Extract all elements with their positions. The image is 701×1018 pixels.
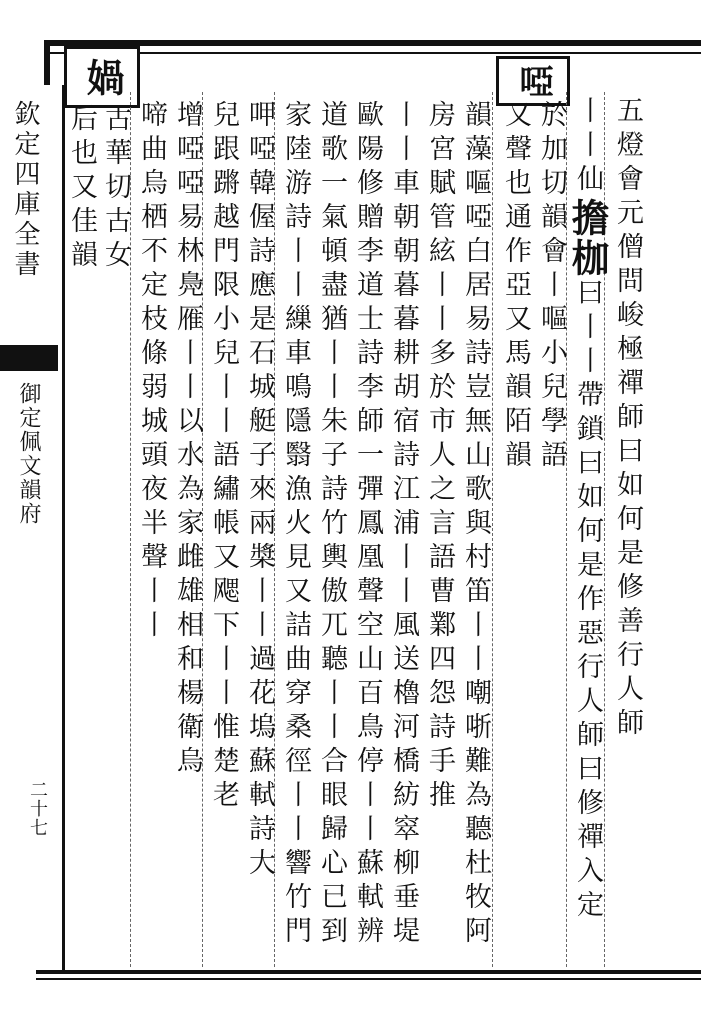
- book-title: 御定佩文韻府: [16, 382, 41, 526]
- text-column-10: 家陸游詩丨丨繅車鳴隱翳漁火見又詰曲穿桑徑丨丨響竹門: [280, 100, 311, 950]
- frame-top-rule: [44, 40, 701, 46]
- text-column-5: 韻藻嘔啞白居易詩豈無山歌與村笛丨丨嘲哳難為聽杜牧阿: [460, 100, 491, 950]
- text-column-9: 道歌一氣頓盡猶丨丨朱子詩竹輿傲兀聽丨丨合眼歸心已到: [316, 100, 347, 950]
- text-column-16: 后也又佳韻: [66, 104, 97, 274]
- frame-left-stub: [44, 40, 50, 85]
- frame-top-rule-thin: [44, 52, 701, 54]
- text-column-7: 丨丨車朝朝暮暮耕胡宿詩江浦丨丨風送櫓河橋紡窣柳垂堤: [388, 100, 419, 950]
- entry-head-term: 擔枷: [565, 198, 610, 278]
- text-column-6: 房宮賦管絃丨丨多於市人之言語曹鄴四怨詩手推: [424, 100, 455, 814]
- margin-divider: [62, 85, 65, 970]
- text-column-3: 於加切韻會丨嘔小兒學語: [536, 100, 567, 474]
- column-separator: [492, 92, 493, 967]
- text-column-1: 五燈會元僧問峻極禪師曰如何是修善行人師: [612, 96, 643, 742]
- text-column-2: [565, 96, 610, 924]
- column-fragment: 曰丨丨帶鎖曰如何是作惡行人師曰修禪入定: [572, 278, 603, 924]
- fishtail-band: [0, 345, 58, 371]
- frame-bottom-rule: [36, 970, 701, 974]
- text-column-4: 又聲也通作亞又馬韻陌韻: [500, 100, 531, 474]
- text-column-13: 增啞啞易林鳧雁丨丨以水為家雌雄相和楊衛烏: [172, 100, 203, 780]
- entry-head-box-left: 媧: [64, 46, 140, 108]
- frame-bottom-rule-thin: [36, 978, 701, 980]
- text-column-14: 啼曲烏栖不定枝條弱城頭夜半聲丨丨: [136, 100, 167, 644]
- text-column-12: 兒跟蹡越門限小兒丨丨語繡帳又飔下丨丨惟楚老: [208, 100, 239, 814]
- collection-title: 欽定四庫全書: [10, 100, 40, 280]
- page-number: 二十七: [27, 780, 48, 837]
- text-column-15: 古華切古女: [100, 104, 131, 274]
- text-column-8: 歐陽修贈李道士詩李師一彈鳳凰聲空山百鳥停丨丨蘇軾辨: [352, 100, 383, 950]
- entry-head-box-right: 啞: [496, 56, 570, 106]
- text-column-11: 呷啞韓偓詩應是石城艇子來兩槳丨丨過花塢蘇軾詩大: [244, 100, 275, 882]
- column-fragment: 丨丨仙: [572, 96, 603, 198]
